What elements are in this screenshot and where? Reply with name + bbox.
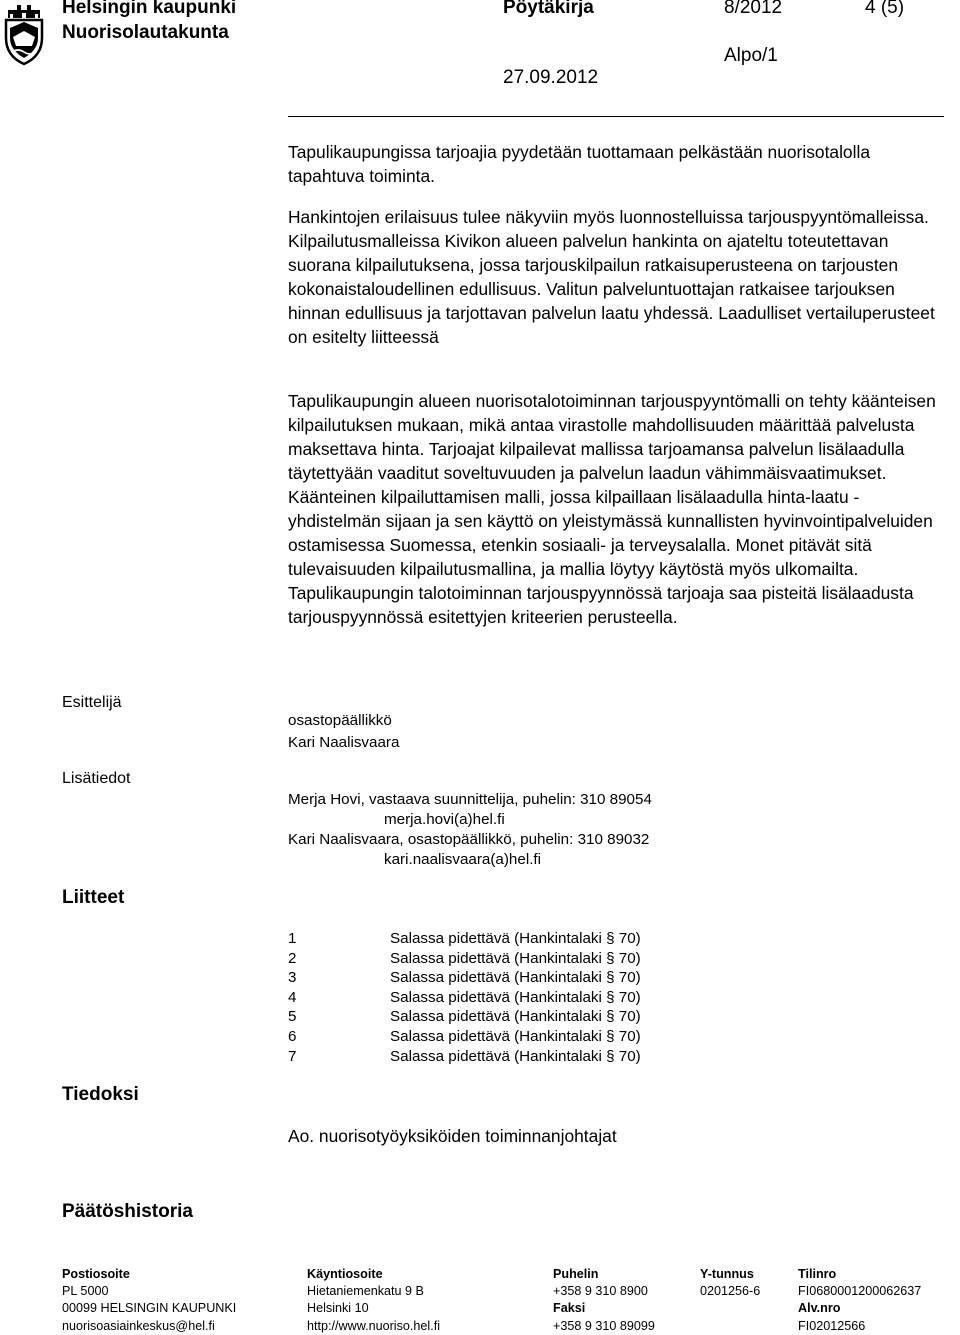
helsinki-crest-icon [4,4,44,66]
doc-number: 8/2012 [724,0,783,18]
attachment-item: 2 Salassa pidettävä (Hankintalaki § 70) [288,949,641,967]
presenter-title: osastopäällikkö [288,712,392,729]
attachment-item: 3 Salassa pidettävä (Hankintalaki § 70) [288,969,641,987]
org-name: Helsingin kaupunki [62,0,237,18]
info-line-3: Kari Naalisvaara, osastopäällikkö, puhelin: 310 89032 [288,831,650,848]
info-label: Lisätiedot [62,770,131,787]
info-line-1: Merja Hovi, vastaava suunnittelija, puhelin: 310 89054 [288,791,652,808]
presenter-label: Esittelijä [62,694,122,711]
paragraph-3: Tapulikaupungin alueen nuorisotalotoiminnan tarjouspyyntömalli on tehty käänteisen kilpailutuksen mukaan, mikä antaa virastolle mahdollisuuden määrittää palvelusta maksettava hinta. Tarjoajat kilpailevat mallissa tarjoamansa palvelun lisälaadulla täytettyään vaaditut soveltuvuuden ja palvelun laadun vähimmäisvaatimukset. Käänteinen kilpailuttamisen malli, jossa kilpaillaan lisälaadulla hinta-laatu -yhdistelmän sijaan ja sen käyttö on yleistymässä kunnallisten hyvinvointipalveluiden ostamisessa Suomessa, etenkin sosiaali- ja terveysalalla. Monet pitävät sitä tulevaisuuden kilpailutusmallina, ja mallia löytyy käytöstä myös ulkomailta. Tapulikaupungin talotoiminnan tarjouspyynnössä tarjoaja saa pisteitä lisälaadusta tarjouspyynnössä esitettyjen kriteerien perusteella. [288,391,936,627]
section-id: Alpo/1 [724,45,778,66]
page-number: 4 (5) [865,0,905,18]
header-divider [288,116,944,117]
footer-phone: Puhelin +358 9 310 8900 Faksi +358 9 310 89099 [553,1267,655,1333]
attachments-label: Liitteet [62,887,125,908]
attachment-item: 4 Salassa pidettävä (Hankintalaki § 70) [288,988,641,1006]
paragraph-1: Tapulikaupungissa tarjoajia pyydetään tuottamaan pelkästään nuorisotalolla tapahtuva toiminta. [288,142,871,186]
footer-business-id: Y-tunnus 0201256-6 [700,1267,761,1299]
footer-account: Tilinro FI0680001200062637 Alv.nro FI02012566 [798,1267,922,1333]
attachment-item: 6 Salassa pidettävä (Hankintalaki § 70) [288,1027,641,1045]
attachment-item: 1 Salassa pidettävä (Hankintalaki § 70) [288,930,641,947]
presenter-name: Kari Naalisvaara [288,734,400,751]
notice-recipients: Ao. nuorisotyöyksiköiden toiminnanjohtajat [288,1126,617,1146]
attachment-item: 7 Salassa pidettävä (Hankintalaki § 70) [288,1047,641,1065]
paragraph-2: Hankintojen erilaisuus tulee näkyviin myös luonnostelluissa tarjouspyyntömalleissa. Kilpailutusmalleissa Kivikon alueen palvelun hankinta on ajateltu toteutettavan suorana kilpailutuksena, jossa tarjouskilpailun ratkaisuperusteena on tarjousten kokonaistaloudellinen edullisuus. Valitun palveluntuottajan ratkaisee tarjouksen hinnan edullisuus ja tarjottavan palvelun laatu yhdessä. Laadulliset vertailuperusteet on esitelty liitteessä [288,207,935,347]
footer-visit: Käyntiosoite Hietaniemenkatu 9 B Helsinki 10 http://www.nuoriso.hel.fi [307,1267,440,1333]
committee-name: Nuorisolautakunta [62,22,229,43]
decision-history-label: Päätöshistoria [62,1201,193,1222]
notice-label: Tiedoksi [62,1084,139,1105]
info-email-2: kari.naalisvaara(a)hel.fi [384,851,542,868]
doc-type: Pöytäkirja [503,0,594,18]
attachment-item: 5 Salassa pidettävä (Hankintalaki § 70) [288,1008,641,1026]
info-email-1: merja.hovi(a)hel.fi [384,811,505,828]
meeting-date: 27.09.2012 [503,67,599,88]
footer-postal: Postiosoite PL 5000 00099 HELSINGIN KAUPUNKI nuorisoasiainkeskus@hel.fi [62,1267,237,1333]
attachments-list [288,929,641,1066]
